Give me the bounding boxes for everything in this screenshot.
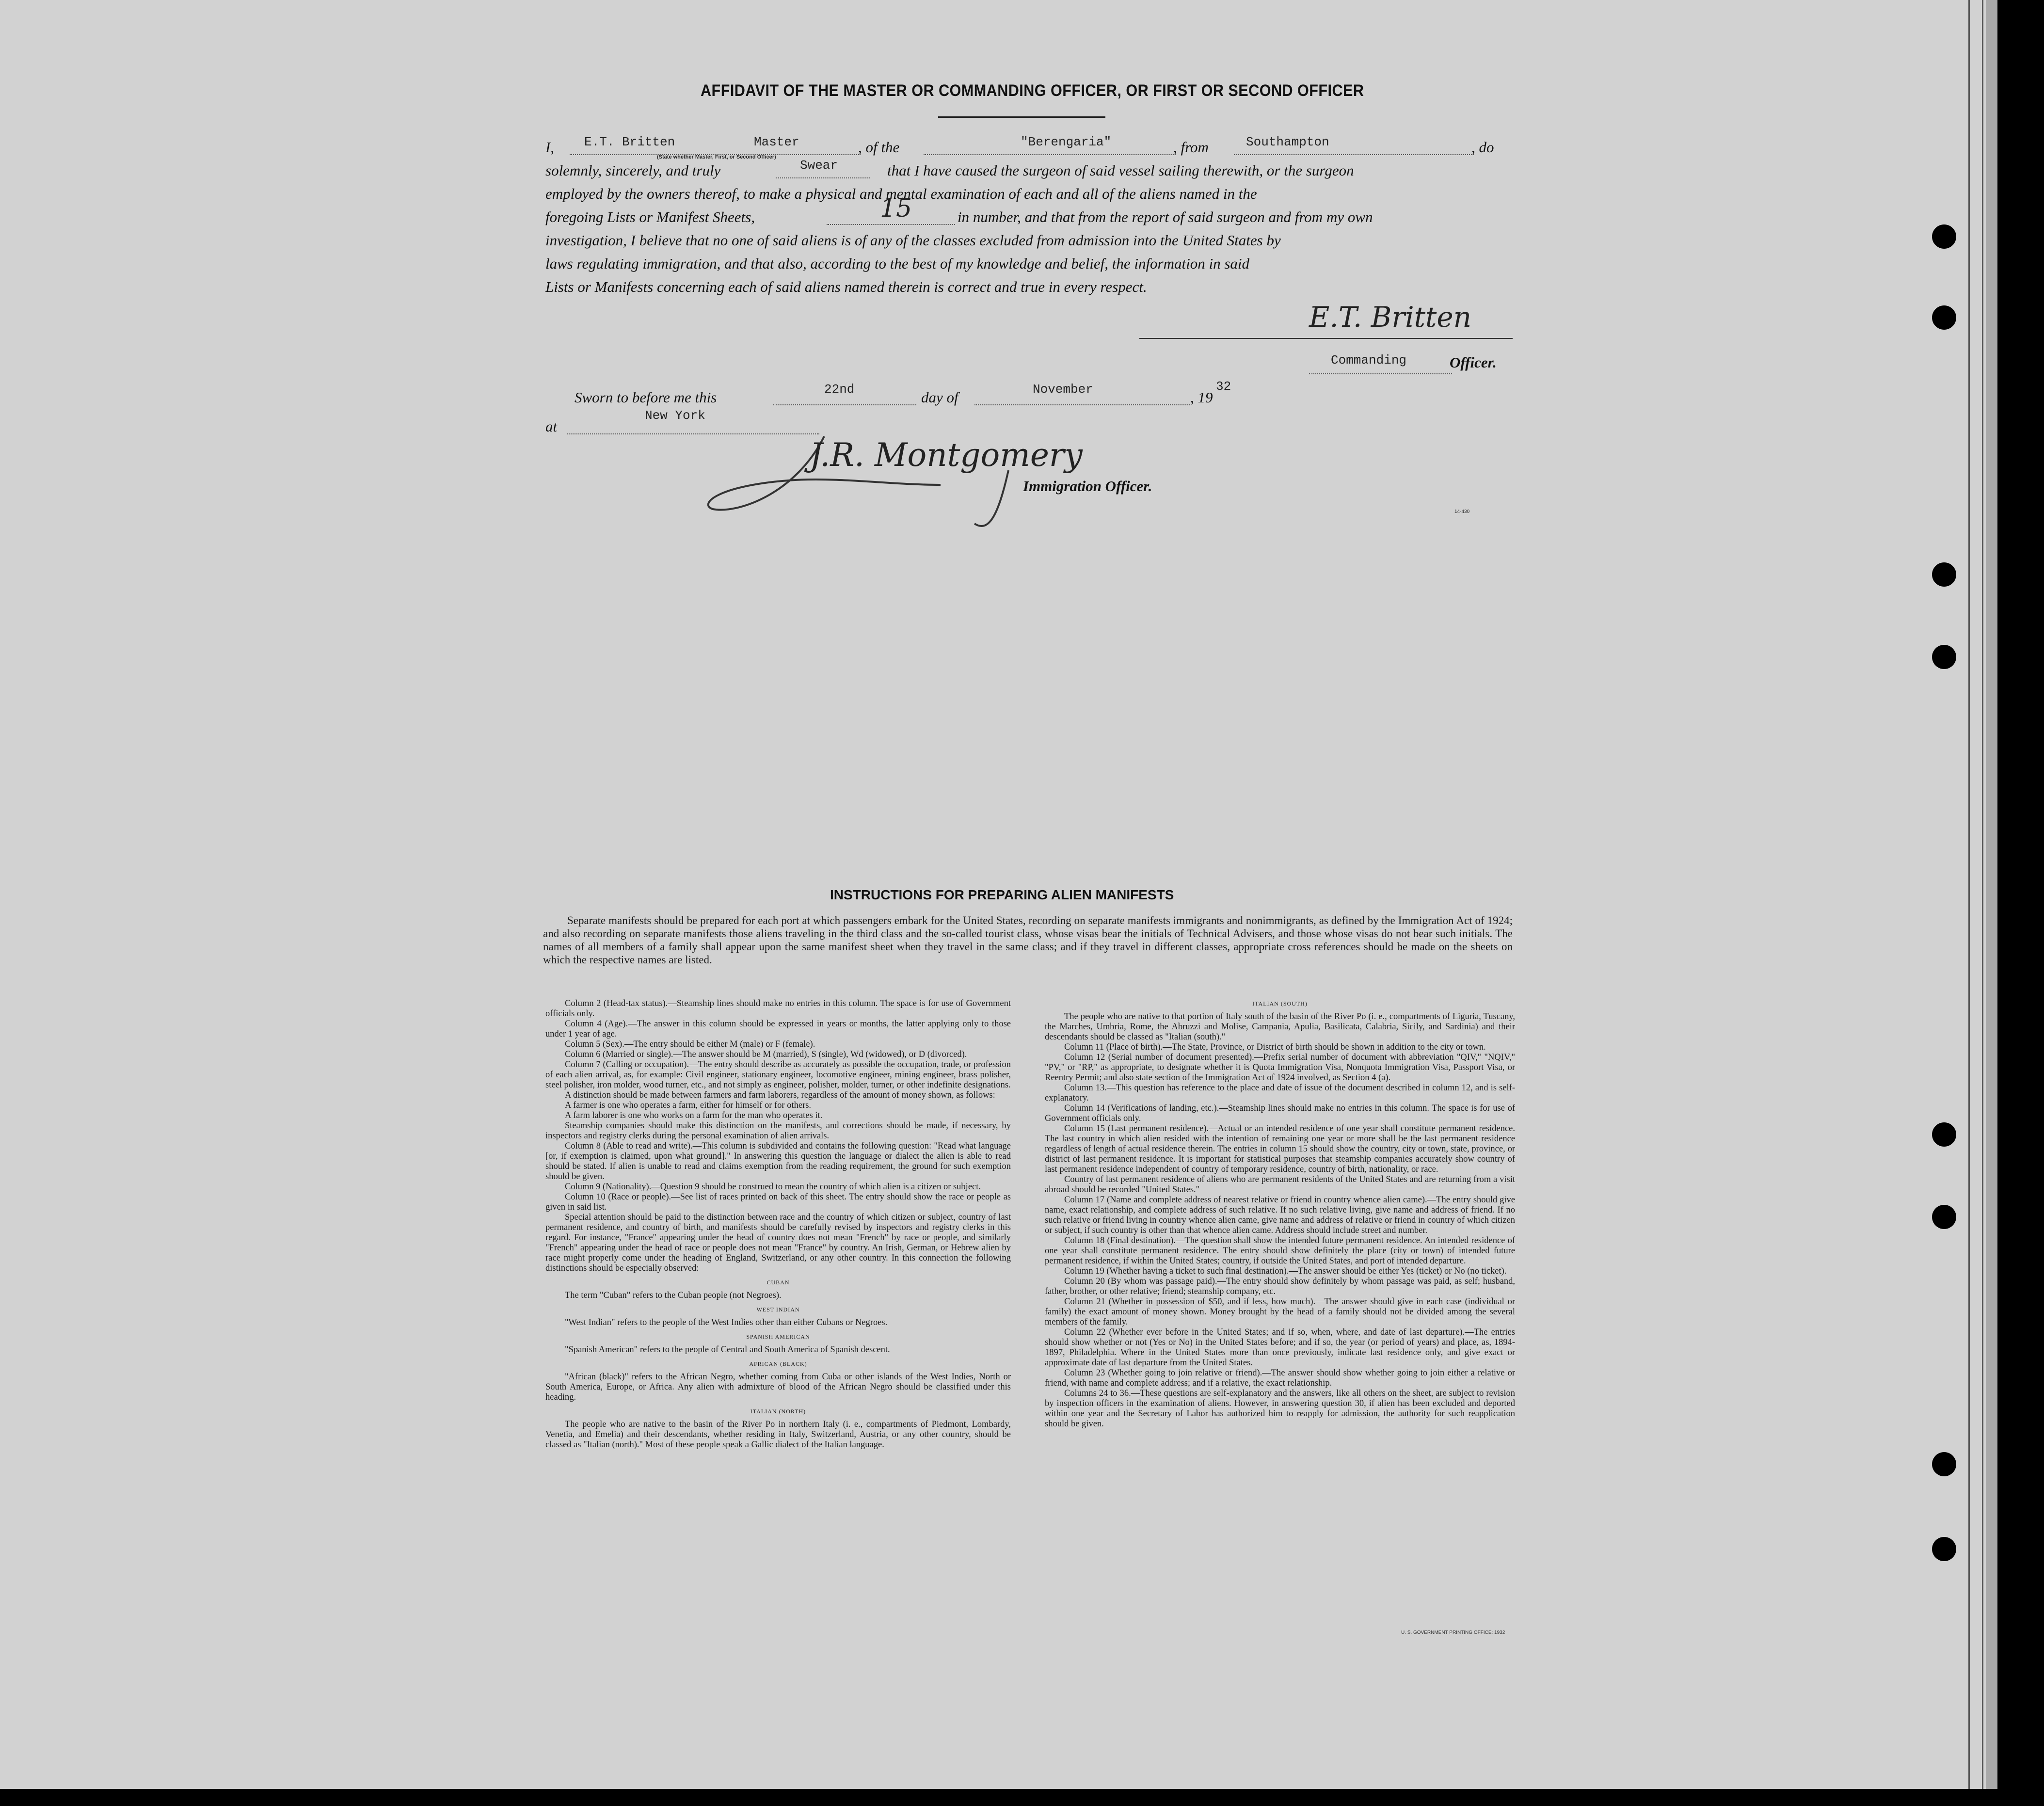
instruction-paragraph: Column 14 (Verifications of landing, etc.).—Steamship lines should make no entries in this column. The space is for use of Government officials only.	[1045, 1103, 1515, 1123]
master-name: E.T. Britten	[584, 135, 675, 149]
sworn-day: 22nd	[824, 382, 855, 397]
master-signature: E.T. Britten	[1309, 301, 1472, 334]
instruction-paragraph: Column 10 (Race or people).—See list of races printed on back of this sheet. The entry should show the race or people as given in said list.	[545, 1192, 1011, 1212]
affidavit-line5: investigation, I believe that no one of said aliens is of any of the classes excluded from admission into the United States by	[545, 232, 1281, 249]
section-heading: ITALIAN (NORTH)	[750, 1408, 806, 1415]
binder-hole	[1932, 1205, 1956, 1229]
instruction-paragraph: Column 9 (Nationality).—Question 9 should be construed to mean the country of which alien is a citizen or subject.	[565, 1182, 981, 1192]
instruction-paragraph: Column 17 (Name and complete address of nearest relative or friend in country whence alien came).—The entry should give name, exact relationship, and complete address of such relative. If no such relative living, give name and address of friend. If no such relative or friend living in country whence alien came, give name and address of relative or friend in country of which citizen or subject, if such country is other than that whence alien came. Address should include street and number.	[1045, 1195, 1515, 1235]
vessel-name: "Berengaria"	[1021, 135, 1112, 149]
instruction-paragraph: Column 7 (Calling or occupation).—The entry should describe as accurately as possible the occupation, trade, or profession of each alien arrival, as, for example: Civil engineer, stationary engineer, locomotive engineer, mining engineer, brass polisher, steel polisher, iron molder, wood turner, etc., and not simply as engineer, polisher, molder, turner, or other indefinite designations.	[545, 1060, 1011, 1090]
instruction-paragraph: Steamship companies should make this distinction on the manifests, and corrections should be made, if necessary, by inspectors and registry clerks during the personal examination of alien arrivals.	[545, 1121, 1011, 1141]
from-label: , from	[1173, 139, 1209, 156]
immigration-officer-label: Immigration Officer.	[1023, 478, 1152, 495]
instruction-paragraph: The term "Cuban" refers to the Cuban people (not Negroes).	[565, 1291, 782, 1300]
instruction-paragraph: Column 15 (Last permanent residence).—Actual or an intended residence of one year shall constitute permanent residence. The last country in which alien resided with the intention of remaining one year or more shall be the last permanent residence regardless of length of actual residence therein. The entries in column 15 should show the country, city or town, state, province, or district of last permanent residence. It is important for statistical purposes that steamship companies accurately show country of last permanent residence independent of country of temporary residence, country of birth, nationality, or race.	[1045, 1124, 1515, 1174]
affidavit-title: AFFIDAVIT OF THE MASTER OR COMMANDING OFFICER, OR FIRST OR SECOND OFFICER	[701, 81, 1364, 100]
instruction-paragraph: Columns 24 to 36.—These questions are self-explanatory and the answers, like all others on the sheet, are subject to revision by inspection officers in the examination of aliens. However, in answering question 30, if alien has been excluded and deported within one year and the Secretary of Labor has authorized him to reapply for admission, the authority for such reapplication should be given.	[1045, 1389, 1515, 1429]
officer-label: Officer.	[1450, 354, 1497, 371]
binder-hole	[1932, 562, 1956, 587]
instructions-left-column	[545, 999, 1011, 1450]
instruction-paragraph: Column 23 (Whether going to join relative or friend).—The answer should show whether going to join either a relative or friend, with name and complete address; and if a relative, the exact relationship.	[1045, 1368, 1515, 1388]
affidavit-line4b: in number, and that from the report of said surgeon and from my own	[958, 208, 1373, 225]
affidavit-line6: laws regulating immigration, and that also, according to the best of my knowledge and belief, the information in said	[545, 255, 1250, 272]
instruction-paragraph: "African (black)" refers to the African Negro, whether coming from Cuba or other islands of the West Indies, North or South America, Europe, or Africa. Any alien with admixture of blood of the African Negro should be classified under this heading.	[545, 1372, 1011, 1402]
oath-word: Swear	[800, 158, 838, 173]
instruction-paragraph: Column 19 (Whether having a ticket to such final destination).—The answer should be either Yes (ticket) or No (no ticket).	[1064, 1266, 1507, 1276]
at-label: at	[545, 418, 558, 435]
binder-hole	[1932, 1452, 1956, 1476]
port-name: Southampton	[1246, 135, 1329, 149]
section-heading: AFRICAN (BLACK)	[749, 1360, 807, 1367]
instructions-right-column	[1045, 999, 1515, 1429]
instruction-paragraph: Column 13.—This question has reference to the place and date of issue of the document described in column 12, and is self-explanatory.	[1045, 1083, 1515, 1103]
day-field-line	[773, 404, 916, 405]
binder-hole	[1932, 1537, 1956, 1561]
month-field-line	[974, 404, 1190, 405]
count-field-line	[827, 224, 955, 225]
sworn-year: 32	[1216, 379, 1231, 394]
instructions-title: INSTRUCTIONS FOR PREPARING ALIEN MANIFESTS	[830, 887, 1174, 902]
section-heading: CUBAN	[766, 1279, 790, 1286]
instruction-paragraph: Special attention should be paid to the distinction between race and the country of which citizen or subject, country of last permanent residence, and country of birth, and manifests should be carefully revised by inspectors and registry clerks in this regard. For instance, "France" appearing under the head of country does not mean "French" by race or people, and similarly "French" appearing under the head of race or people does not mean "France" by country. An Irish, German, or Hebrew alien by race might properly come under the heading of England, Switzerland, or any other country. In this connection the following distinctions should be especially observed:	[545, 1213, 1011, 1273]
instruction-paragraph: Column 2 (Head-tax status).—Steamship lines should make no entries in this column. The space is for use of Government officials only.	[545, 999, 1011, 1019]
affidavit-line2b: that I have caused the surgeon of said vessel sailing therewith, or the surgeon	[887, 162, 1354, 179]
title-underline	[938, 116, 1105, 118]
binder-hole	[1932, 224, 1956, 249]
signature-line	[1139, 338, 1513, 339]
instruction-paragraph: The people who are native to that portion of Italy south of the basin of the River Po (i. e., compartments of Liguria, Tuscany, the Marches, Umbria, Rome, the Abruzzi and Molise, Campania, Apulia, Basilicata, Calabria, Sicily, and Sardinia) and their descendants should be classed as "Italian (south)."	[1045, 1012, 1515, 1042]
instruction-paragraph: Column 5 (Sex).—The entry should be either M (male) or F (female).	[565, 1039, 815, 1049]
do-label: , do	[1471, 139, 1494, 156]
sheet-count: 15	[880, 194, 912, 223]
instruction-paragraph: Column 12 (Serial number of document presented).—Prefix serial number of document with abbreviation "QIV," "NQIV," "PV," or "RP," as appropriate, to designate whether it is Quota Immigration Visa, Nonquota Immigration Visa, Passport Visa, or Reentry Permit; and also state section of the Immigration Act of 1924 involved, as Section 4 (a).	[1045, 1053, 1515, 1083]
section-heading: ITALIAN (SOUTH)	[1252, 1000, 1308, 1007]
instruction-paragraph: "West Indian" refers to the people of the West Indies other than either Cubans or Negroes.	[565, 1318, 888, 1327]
of-the-label: , of the	[858, 139, 900, 156]
instruction-paragraph: Country of last permanent residence of aliens who are permanent residents of the United States and are returning from a visit abroad should be recorded "United States."	[1045, 1175, 1515, 1195]
oath-field-line	[776, 177, 870, 178]
sworn-prefix: Sworn to before me this	[575, 389, 717, 406]
page-edge-line	[1968, 0, 1970, 1789]
year-prefix: , 19	[1190, 389, 1213, 406]
binder-hole	[1932, 645, 1956, 669]
binder-hole	[1932, 305, 1956, 330]
vessel-field-line	[924, 154, 1176, 155]
instructions-intro: Separate manifests should be prepared for each port at which passengers embark for the United States, recording on separate manifests immigrants and nonimmigrants, as defined by the Immigration Act of 1924; and also recording on separate manifests those aliens traveling in the third class and the so-called tourist class, whose visas bear the initials of Technical Advisers, and those whose visas do not bear such initials. The names of all members of a family shall appear upon the same manifest sheet when they travel in the same class; and if they travel in different classes, appropriate cross references should be made on the sheets on which the respective names are listed.	[543, 914, 1513, 966]
section-heading: SPANISH AMERICAN	[746, 1333, 810, 1340]
instruction-paragraph: Column 11 (Place of birth).—The State, Province, or District of birth should be shown in addition to the city or town.	[1064, 1042, 1486, 1052]
instruction-paragraph: Column 6 (Married or single).—The answer should be M (married), S (single), Wd (widowed), or D (divorced).	[565, 1050, 967, 1059]
officer-title: Commanding	[1331, 353, 1407, 368]
page-edge-line	[1982, 0, 1983, 1789]
officer-title-line	[1309, 373, 1452, 374]
instruction-paragraph: A farmer is one who operates a farm, either for himself or for others.	[565, 1101, 812, 1110]
page-edge	[1986, 0, 1997, 1789]
instruction-paragraph: Column 4 (Age).—The answer in this column should be expressed in years or months, the latter applying only to those under 1 year of age.	[545, 1019, 1011, 1039]
rank-note: (State whether Master, First, or Second Officer)	[657, 154, 776, 160]
affidavit-line1-prefix: I,	[545, 139, 555, 156]
printer-imprint: U. S. GOVERNMENT PRINTING OFFICE: 1932	[1401, 1630, 1505, 1635]
affidavit-line3: employed by the owners thereof, to make a physical and mental examination of each and all of the aliens named in the	[545, 185, 1257, 202]
instruction-paragraph: Column 21 (Whether in possession of $50, and if less, how much).—The answer should give in each case (individual or family) the exact amount of money shown. Money brought by the head of a family should not be divided among the several members of the family.	[1045, 1297, 1515, 1327]
instruction-paragraph: Column 20 (By whom was passage paid).—The entry should show definitely by whom passage was paid, as self; husband, father, brother, or other relative; friend; steamship company, etc.	[1045, 1277, 1515, 1296]
sworn-place: New York	[645, 408, 705, 423]
instruction-paragraph: Column 18 (Final destination).—The question shall show the intended future permanent residence. An intended residence of one year shall constitute permanent residence. The entry should show definitely the place (city or town) of intended future permanent residence, if within the United States; country, if outside the United States, and port of intended departure.	[1045, 1236, 1515, 1266]
instruction-paragraph: A distinction should be made between farmers and farm laborers, regardless of the amount of money shown, as follows:	[565, 1090, 995, 1100]
affidavit-line7: Lists or Manifests concerning each of said aliens named therein is correct and true in every respect.	[545, 278, 1147, 295]
section-heading: WEST INDIAN	[756, 1306, 800, 1313]
immigration-signature: J.R. Montgomery	[810, 436, 1083, 474]
instruction-paragraph: A farm laborer is one who works on a farm for the man who operates it.	[565, 1111, 823, 1120]
instruction-paragraph: "Spanish American" refers to the people of Central and South America of Spanish descent.	[565, 1345, 890, 1355]
form-number: 14-430	[1454, 509, 1470, 514]
affidavit-line2a: solemnly, sincerely, and truly	[545, 162, 721, 179]
instruction-paragraph: The people who are native to the basin of the River Po in northern Italy (i. e., compartments of Piedmont, Lombardy, Venetia, and Emelia) and their descendants, whether residing in Italy, Switzerland, Austria, or any other country, should be classed as "Italian (north)." Most of these people speak a Gallic dialect of the Italian language.	[545, 1420, 1011, 1450]
instruction-paragraph: Column 8 (Able to read and write).—This column is subdivided and contains the following question: "Read what language [or, if exemption is claimed, upon what ground]." In answering this question the language or dialect the alien is able to read should be stated. If alien is unable to read and claims exemption from the reading requirement, the ground for such exemption should be given.	[545, 1141, 1011, 1182]
sworn-month: November	[1033, 382, 1093, 397]
port-field-line	[1234, 154, 1474, 155]
day-of-label: day of	[921, 389, 958, 406]
master-rank: Master	[754, 135, 799, 149]
instruction-paragraph: Column 22 (Whether ever before in the United States; and if so, when, where, and date of last departure).—The entries should show whether or not (Yes or No) in the United States before; and if so, the year (or period of years) and place, as, 1894-1897, Philadelphia. Where in the United States more than once previously, indicate last residence only, and give exact or approximate date of last departure from the United States.	[1045, 1327, 1515, 1368]
affidavit-line4a: foregoing Lists or Manifest Sheets,	[545, 208, 755, 225]
binder-hole	[1932, 1122, 1956, 1147]
